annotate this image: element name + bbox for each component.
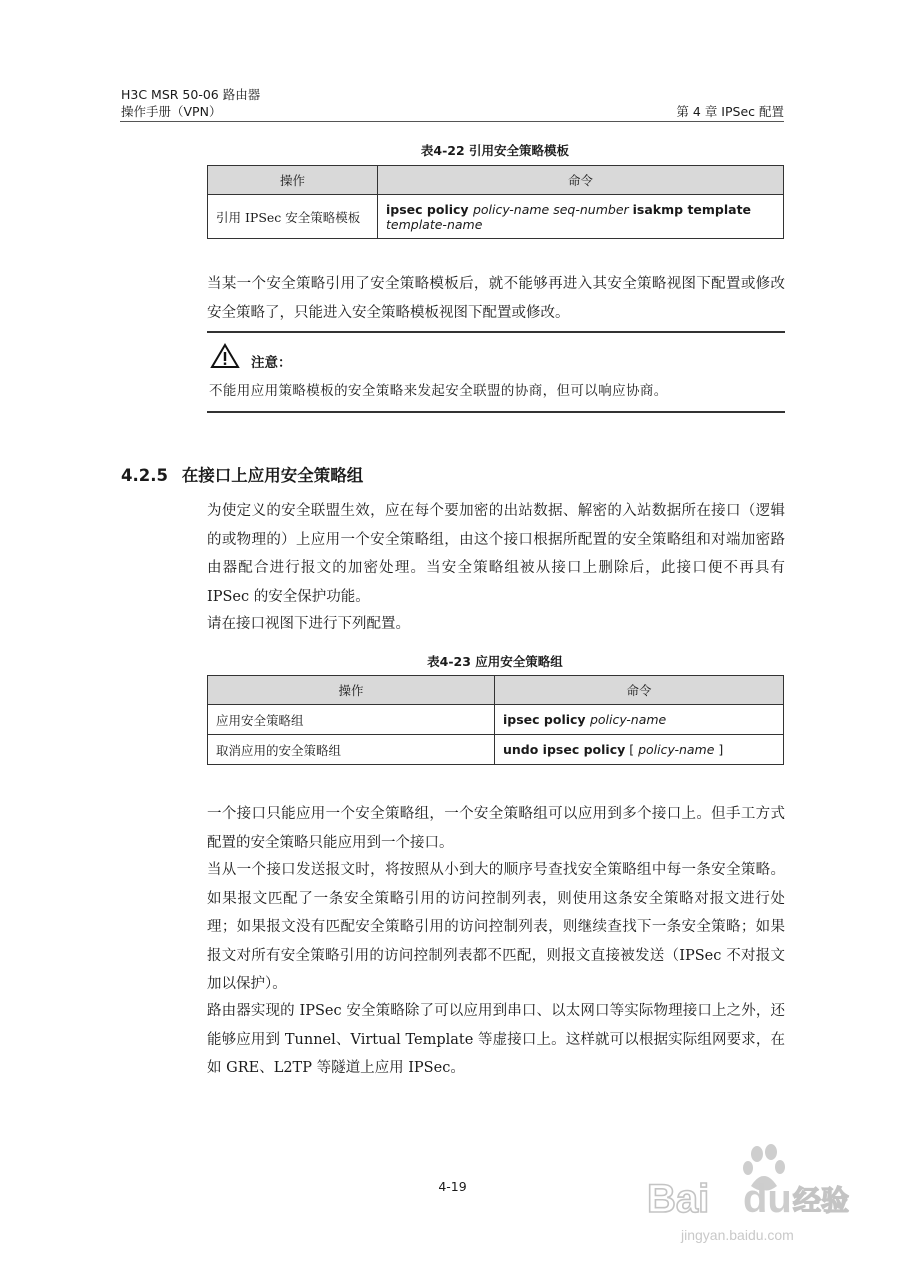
table-row (208, 195, 784, 239)
header-manual: 操作手册（VPN） (121, 104, 222, 119)
caution-text: 不能用应用策略模板的安全策略来发起安全联盟的协商，但可以响应协商。 (209, 383, 668, 399)
watermark-url: jingyan.baidu.com (681, 1227, 794, 1243)
header-divider (120, 121, 784, 122)
table1 (207, 165, 784, 239)
table1-header-row (208, 166, 784, 195)
paragraph-apply-policy: 为使定义的安全联盟生效，应在每个要加密的出站数据、解密的入站数据所在接口（逻辑的或物理的）上应用一个安全策略组，由这个接口根据所配置的安全策略组和对端加密路由器配合进行报文的加密处理。当安全策略组被从接口上删除后，此接口便不再具有 IPSec 的安全保护功能。 (207, 503, 785, 605)
header-chapter: 第 4 章 IPSec 配置 (676, 104, 784, 119)
svg-text:经验: 经验 (793, 1184, 850, 1217)
table1-row1-op: 引用 IPSec 安全策略模板 (208, 195, 378, 239)
table1-col-cmd: 命令 (378, 166, 784, 195)
paragraph-template-note: 当某一个安全策略引用了安全策略模板后，就不能够再进入其安全策略视图下配置或修改安全策略了，只能进入安全策略模板视图下配置或修改。 (207, 276, 785, 321)
paragraph-lookup-order: 当从一个接口发送报文时，将按照从小到大的顺序号查找安全策略组中每一条安全策略。如果报文匹配了一条安全策略引用的访问控制列表，则使用这条安全策略对报文进行处理；如果报文没有匹配安全策略引用的访问控制列表，则继续查找下一条安全策略；如果报文对所有安全策略引用的访问控制列表都不匹配，则报文直接被发送（IPSec 不对报文加以保护）。 (207, 862, 785, 992)
table-row (208, 705, 784, 735)
cmd-argument: policy-name seq-number (472, 201, 633, 217)
paragraph-interface-view: 请在接口视图下进行下列配置。 (207, 616, 410, 632)
table2-row1-cmd (495, 705, 784, 735)
cmd-argument: policy-name (638, 742, 715, 757)
paragraph-one-policy-per-interface: 一个接口只能应用一个安全策略组，一个安全策略组可以应用到多个接口上。但手工方式配置的安全策略只能应用到一个接口。 (207, 806, 785, 851)
cmd-keyword: isakmp template (632, 201, 752, 217)
warning-triangle-icon (210, 343, 240, 369)
table1-col-op: 操作 (208, 166, 378, 195)
table2-row2-cmd (495, 735, 784, 765)
svg-text:du: du (743, 1177, 792, 1221)
caution-box (207, 331, 785, 413)
baidu-jingyan-watermark (645, 1140, 855, 1250)
section-heading (121, 462, 363, 486)
page-number: 4-19 (438, 1179, 467, 1194)
table2-caption: 表4-23 应用安全策略组 (427, 654, 563, 669)
table2-row1-op: 应用安全策略组 (208, 705, 495, 735)
cmd-keyword: ipsec policy (386, 201, 473, 217)
caution-title: 注意： (251, 355, 292, 371)
section-title: 在接口上应用安全策略组 (181, 466, 364, 485)
cmd-bracket: [ (625, 742, 639, 757)
table2-row2-op: 取消应用的安全策略组 (208, 735, 495, 765)
cmd-keyword: ipsec policy (503, 712, 590, 727)
cmd-keyword: undo ipsec policy (503, 742, 626, 757)
table2-col-cmd: 命令 (495, 676, 784, 705)
table1-row1-cmd (378, 195, 784, 239)
svg-text:Bai: Bai (647, 1177, 710, 1221)
table2-col-op: 操作 (208, 676, 495, 705)
table-row (208, 735, 784, 765)
table2-header-row (208, 676, 784, 705)
header-product: H3C MSR 50-06 路由器 (121, 87, 261, 102)
table1-caption: 表4-22 引用安全策略模板 (420, 143, 570, 158)
cmd-argument: policy-name (589, 712, 667, 727)
table2 (207, 675, 784, 765)
cmd-argument: template-name (386, 216, 483, 232)
cmd-bracket: ] (714, 742, 724, 757)
paragraph-virtual-interfaces: 路由器实现的 IPSec 安全策略除了可以应用到串口、以太网口等实际物理接口上之外，还能够应用到 Tunnel、Virtual Template 等虚接口上。这样就可以根据实际组网要求，在如 GRE、L2TP 等隧道上应用 IPSec。 (207, 1003, 785, 1076)
section-number: 4.2.5 (121, 466, 168, 485)
